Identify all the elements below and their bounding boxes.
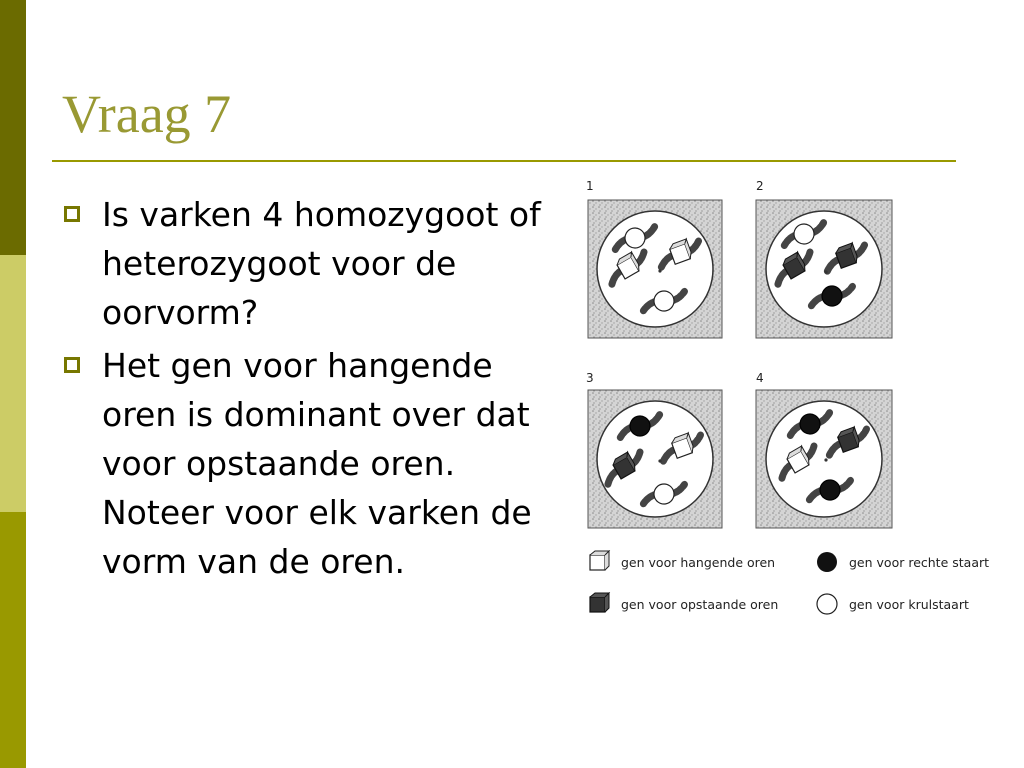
legend-label: gen voor opstaande oren <box>621 596 779 612</box>
square-bullet-icon <box>64 357 80 373</box>
accent-bar-bottom <box>0 512 26 768</box>
panel-label: 3 <box>586 371 594 385</box>
accent-bar-top <box>0 0 26 255</box>
panel-3 <box>586 371 722 528</box>
legend-item <box>813 550 989 574</box>
bullet-text: Het gen voor hangende oren is dominant over dat voor opstaande oren. Noteer voor elk varken de vorm van de oren. <box>102 346 532 581</box>
accent-bar-middle <box>0 255 26 512</box>
panel-label: 2 <box>756 179 764 193</box>
legend-label: gen voor hangende oren <box>621 554 776 570</box>
bullet-text: Is varken 4 homozygoot of heterozygoot voor de oorvorm? <box>102 195 541 332</box>
bullet-item <box>62 341 567 586</box>
panel-4 <box>756 371 892 528</box>
bullet-item <box>62 190 567 337</box>
panel-label: 1 <box>586 179 594 193</box>
figure-legend <box>585 546 1010 620</box>
hangende-oren-gene-icon <box>585 550 613 574</box>
legend-item <box>585 592 778 616</box>
title-divider <box>52 160 956 162</box>
panel-2 <box>756 179 892 338</box>
square-bullet-icon <box>64 206 80 222</box>
legend-item <box>813 592 969 616</box>
panel-1 <box>586 179 722 338</box>
slide-title: Vraag 7 <box>62 84 232 144</box>
bullet-list <box>62 190 567 590</box>
legend-label: gen voor krulstaart <box>849 596 969 612</box>
krulstaart-gene-icon <box>813 592 841 616</box>
opstaande-oren-gene-icon <box>585 592 613 616</box>
rechte-staart-gene-icon <box>813 550 841 574</box>
panel-label: 4 <box>756 371 764 385</box>
legend-label: gen voor rechte staart <box>849 554 990 570</box>
legend-item <box>585 550 775 574</box>
chromosome-panels <box>580 176 1000 536</box>
